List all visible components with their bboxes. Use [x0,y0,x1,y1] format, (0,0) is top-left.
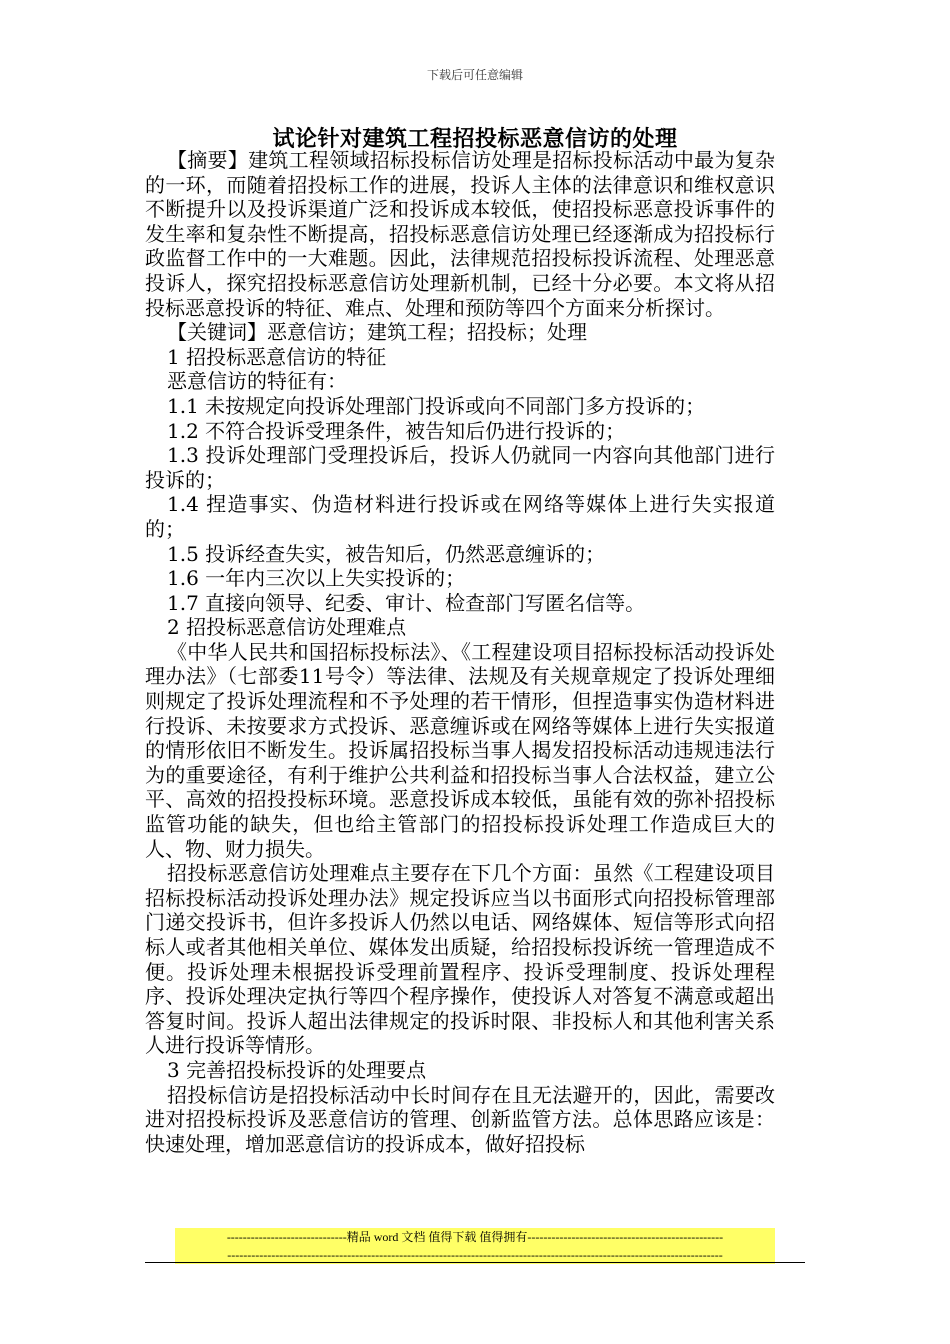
document-title: 试论针对建筑工程招投标恶意信访的处理 [272,126,678,152]
list-item: 1.7 直接向领导、纪委、审计、检查部门写匿名信等。 [167,590,646,615]
footer-banner [175,1228,775,1264]
document-body [145,148,775,1156]
section-heading-2: 2 招投标恶意信访处理难点 [167,615,407,640]
keywords-line: 【关键词】恶意信访；建筑工程；招投标；处理 [167,320,587,345]
section-heading-1: 1 招投标恶意信访的特征 [167,344,387,369]
footer-divider [145,1262,805,1263]
list-item: 1.1 未按规定向投诉处理部门投诉或向不同部门多方投诉的； [167,393,706,418]
body-paragraph: 招投标信访是招投标活动中长时间存在且无法避开的，因此，需要改进对招投标投诉及恶意信访的管理、创新监管方法。总体思路应该是：快速处理，增加恶意信访的投诉成本，做好招投标 [145,1082,775,1156]
body-paragraph: 《中华人民共和国招标投标法》、《工程建设项目招标投标活动投诉处理办法》（七部委11号令）等法律、法规及有关规章规定了投诉处理细则规定了投诉处理流程和不予处理的若干情形，但捏造事实伪造材料进行投诉、未按要求方式投诉、恶意缠诉或在网络等媒体上进行失实报道的情形依旧不断发生。投诉属招投标当事人揭发招投标活动违规违法行为的重要途径，有利于维护公共利益和招投标当事人合法权益，建立公平、高效的招投投标环境。恶意投诉成本较低，虽能有效的弥补招投标监管功能的缺失，但也给主管部门的招投标投诉处理工作造成巨大的人、物、财力损失。 [145,639,775,861]
list-item: 1.4 捏造事实、伪造材料进行投诉或在网络等媒体上进行失实报道的； [145,492,775,541]
footer-banner-line: ------------------------------精品 word 文档 值得下载 值得拥有------------------------------------------------- [226,1230,724,1244]
section-heading-3: 3 完善招投标投诉的处理要点 [167,1057,427,1082]
footer-banner-line: ---------------------------------------------------------------------------------------------------------------------------- [227,1248,723,1262]
body-paragraph: 恶意信访的特征有： [167,369,347,394]
abstract-paragraph: 【摘要】建筑工程领域招标投标信访处理是招标投标活动中最为复杂的一环，而随着招投标工作的进展，投诉人主体的法律意识和维权意识不断提升以及投诉渠道广泛和投诉成本较低，使招投标恶意投诉事件的发生率和复杂性不断提高，招投标恶意信访处理已经逐渐成为招投标行政监督工作中的一大难题。因此，法律规范招投标投诉流程、处理恶意投诉人，探究招投标恶意信访处理新机制，已经十分必要。本文将从招投标恶意投诉的特征、难点、处理和预防等四个方面来分析探讨。 [145,148,775,320]
list-item: 1.2 不符合投诉受理条件，被告知后仍进行投诉的； [167,418,626,443]
body-paragraph: 招投标恶意信访处理难点主要存在下几个方面：虽然《工程建设项目招标投标活动投诉处理办法》规定投诉应当以书面形式向招投标管理部门递交投诉书，但许多投诉人仍然以电话、网络媒体、短信等形式向招标人或者其他相关单位、媒体发出质疑，给招投标投诉统一管理造成不便。投诉处理未根据投诉受理前置程序、投诉受理制度、投诉处理程序、投诉处理决定执行等四个程序操作，使投诉人对答复不满意或超出答复时间。投诉人超出法律规定的投诉时限、非投标人和其他利害关系人进行投诉等情形。 [145,861,775,1058]
header-note: 下载后可任意编辑 [426,68,523,82]
list-item: 1.5 投诉经查失实，被告知后，仍然恶意缠诉的； [167,541,606,566]
list-item: 1.6 一年内三次以上失实投诉的； [167,566,466,591]
list-item: 1.3 投诉处理部门受理投诉后，投诉人仍就同一内容向其他部门进行投诉的； [145,443,775,492]
